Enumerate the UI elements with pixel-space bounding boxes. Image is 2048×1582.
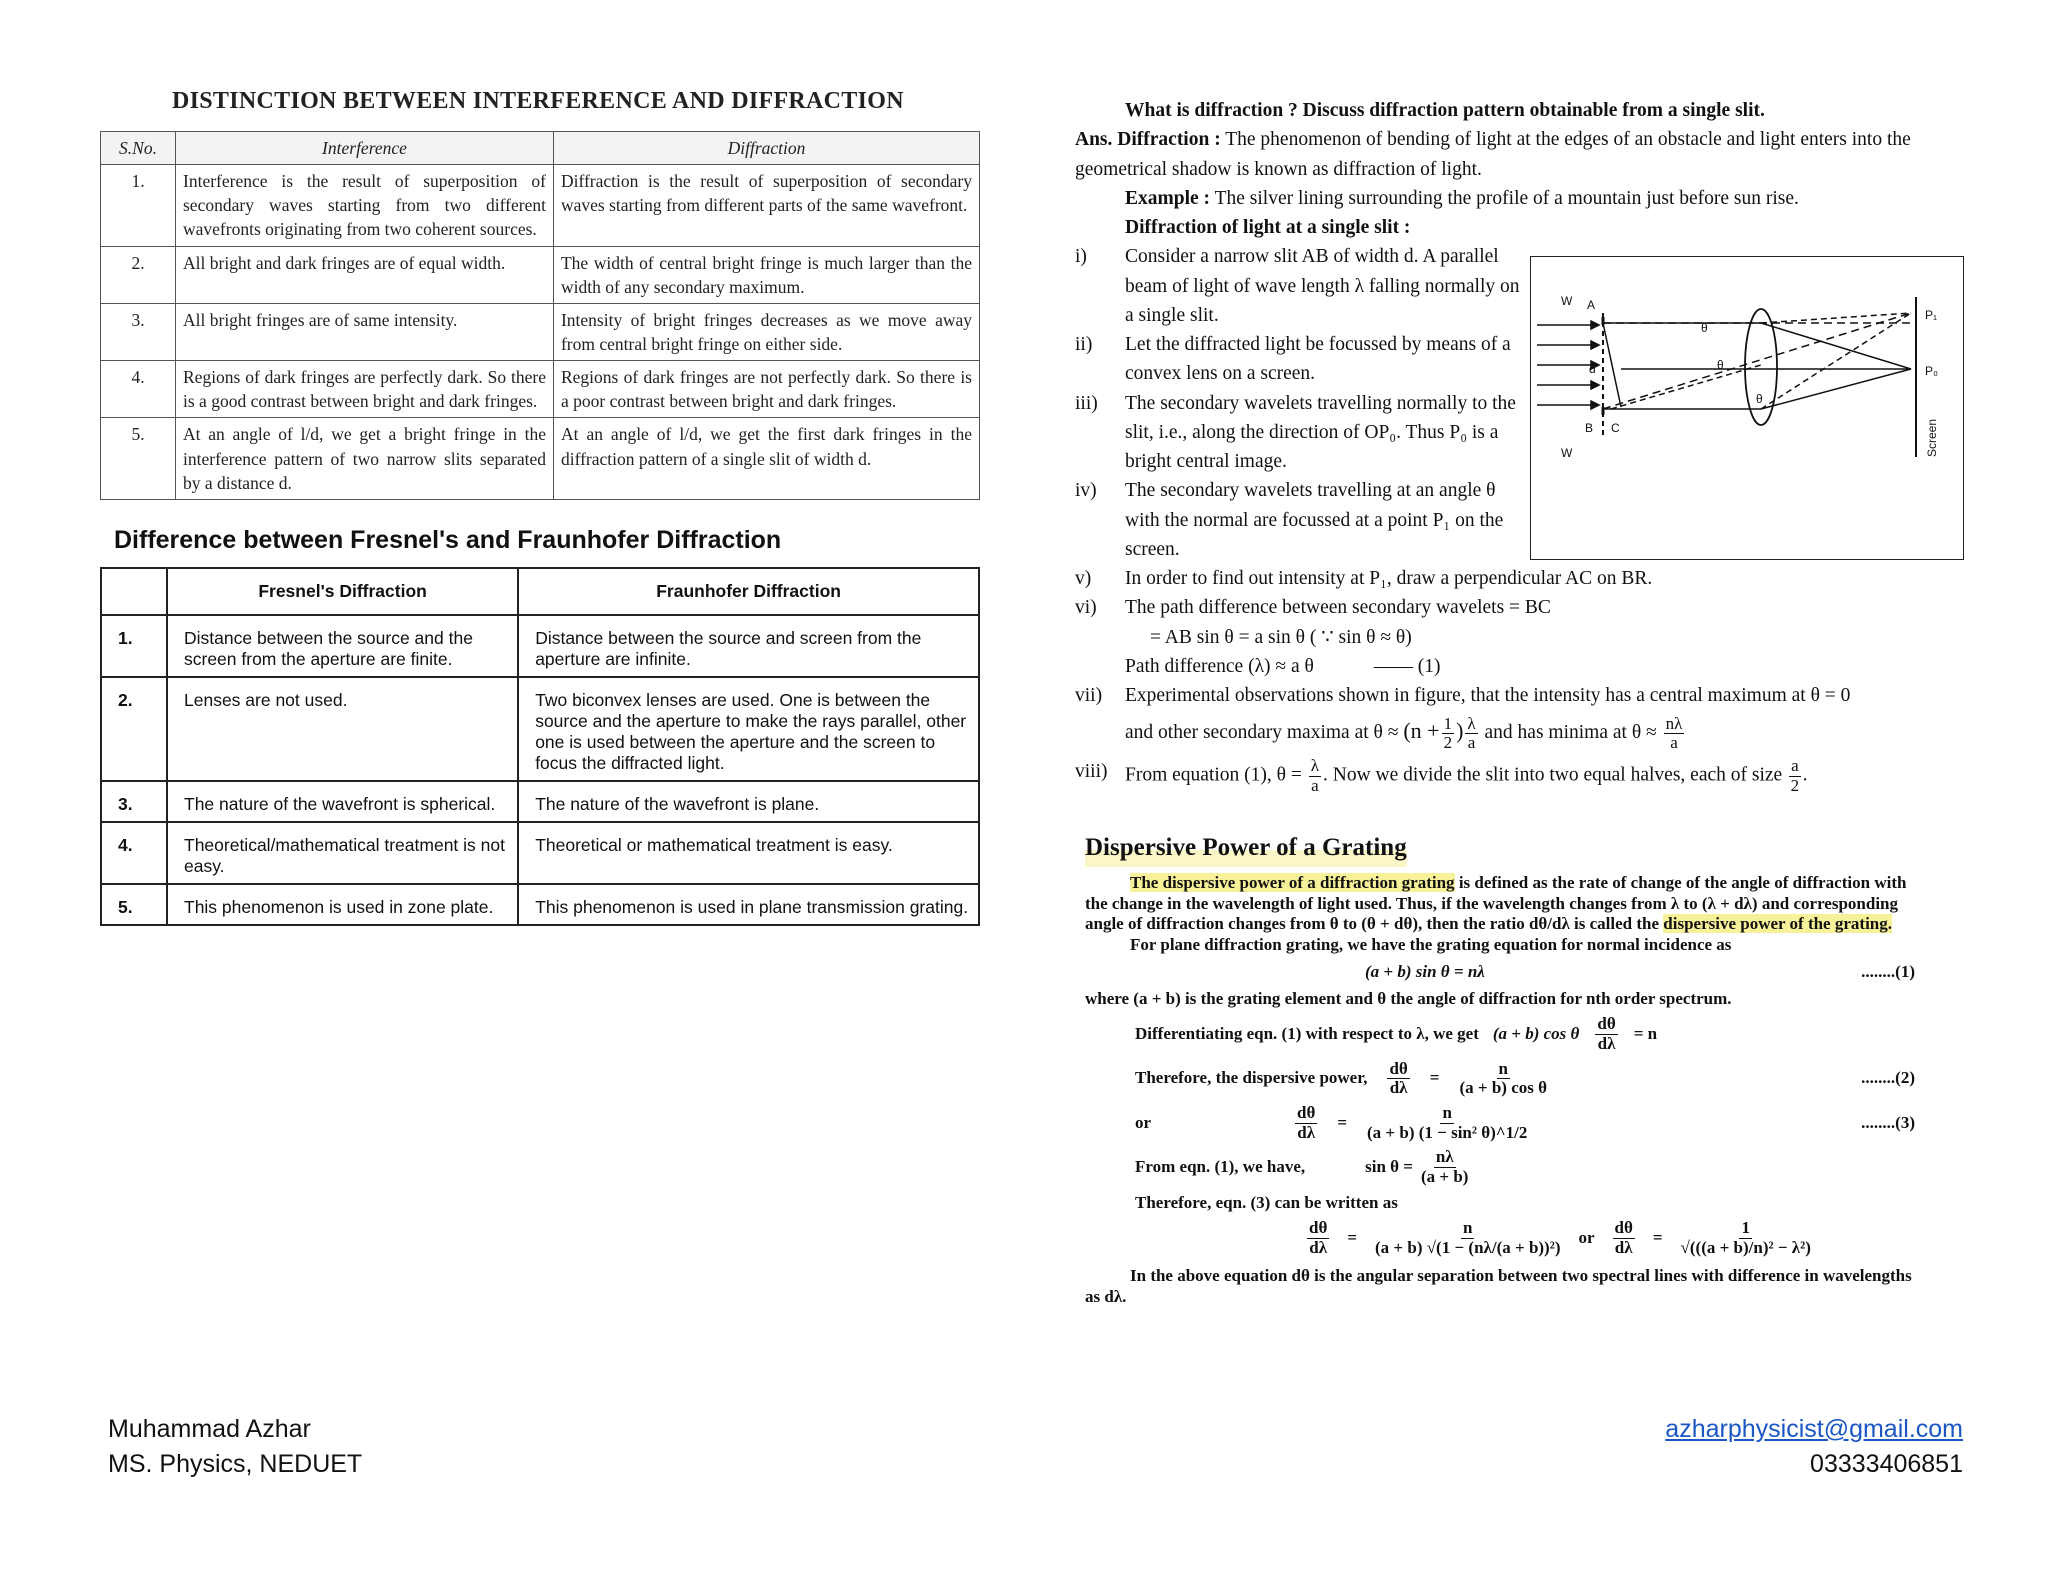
item-text [1125,757,1975,795]
question: What is diffraction ? Discuss diffraction pattern obtainable from a single slit. [1125,100,1765,121]
grating-where: where (a + b) is the grating element and θ the angle of diffraction for nth order spectrum. [1085,988,1732,1008]
numerator: n [1498,1058,1508,1078]
label-d: d [1589,362,1596,376]
sin-theta-label: sin θ = [1365,1157,1413,1177]
paren-close: ) [1456,718,1464,744]
interference-cell: All bright and dark fringes are of equal width. [176,246,554,303]
diffraction-cell: At an angle of l/d, we get the first dark fringes in the diffraction pattern of a single slit of width d. [553,418,979,499]
equation-2: Therefore, the dispersive power, $\frac{d\theta}{d\lambda}$ = $\frac{n}{\text{(a + b) cos θ}}$ [1135,1058,1547,1098]
table1-header-sno: S.No. [101,132,176,165]
fraunhofer-cell: Theoretical or mathematical treatment is easy. [518,822,979,884]
numerator: a [1791,755,1799,775]
fraction-final-2 [1681,1219,1811,1257]
viii-text-1: From equation (1), θ = [1125,764,1302,786]
fraction-final-1 [1375,1219,1560,1257]
denominator: (a + b) cos θ [1459,1078,1547,1098]
table-row [101,165,980,246]
numerator: n [1442,1103,1452,1122]
denominator: (a + b) (1 − sin² θ)^1/2 [1367,1122,1528,1142]
fraction-dtheta-dlambda [1295,1104,1317,1142]
item-text: Consider a narrow slit AB of width d. A parallel beam of light of wave length λ falling normally on a single slit. [1125,246,1520,326]
equation-1: (a + b) sin θ = nλ [1365,961,1485,981]
equation-number: ........(2) [1861,1068,1915,1088]
table-row [101,822,979,884]
item-marker: vii) [1075,685,1103,706]
fresnel-cell: Distance between the source and the screen from the aperture are finite. [167,615,518,677]
single-slit-diagram [1530,256,1964,560]
denominator: √(((a + b)/n)² − λ²) [1680,1238,1811,1258]
denominator: dλ [1389,1078,1408,1098]
highlight-text: The dispersive power of a diffraction grating [1130,872,1455,892]
paren-open: (n + [1403,718,1440,744]
dispersive-power-text: Therefore, the dispersive power, [1135,1068,1368,1088]
fresnel-cell: Theoretical/mathematical treatment is not easy. [167,822,518,884]
denominator: dλ [1614,1238,1633,1258]
item-text: In order to find out intensity at P₁, draw a perpendicular AC on BR. [1125,568,1653,589]
grating-definition [1085,873,1915,935]
table-row [101,418,980,499]
denominator: (a + b) √(1 − (nλ/(a + b))²) [1375,1238,1561,1258]
equation-path-difference [1075,652,1975,681]
table-row [101,781,979,822]
numerator: n [1463,1218,1473,1238]
equals-n: = n [1633,1024,1658,1044]
fraunhofer-cell: The nature of the wavefront is plane. [518,781,979,822]
path-difference-text: Path difference (λ) ≈ a θ [1125,655,1314,677]
fraction-a-2 [1789,757,1801,795]
final-equations-row: $\frac{d\theta}{d\lambda}$ = $\frac{n}{\text{(a + b) √(1 − (nλ/(a + b))²)}}$ or $\frac{d\theta}{d\lambda}$ = $\frac{1}{\text{√(((a + b)/n)² − λ²)}}$ [1309,1218,1811,1258]
item-marker: vi) [1075,597,1097,619]
diffraction-cell: The width of central bright fringe is much larger than the width of any secondary maximum. [553,246,979,303]
example-label: Example : [1125,187,1211,209]
table-row [101,246,980,303]
denominator: dλ [1597,1033,1616,1053]
denominator: a [1311,775,1319,795]
answer-text: The phenomenon of bending of light at the edges of an obstacle and light enters into the geometrical shadow is known as diffraction of light. [1075,129,1911,180]
footer-right [1665,1412,1963,1482]
numerator: dθ [1614,1218,1633,1238]
definition-text: is defined as the rate of change of the angle of diffraction with the change in the wavelength of light used. Thus, if the wavelength changes from λ to (λ + dλ) and corresponding angle of diffraction changes from θ to (θ + dθ), then the ratio dθ/dλ is called the [1085,872,1907,934]
differentiating-text: Differentiating eqn. (1) with respect to λ, we get [1135,1024,1479,1044]
minima-text: and has minima at θ ≈ [1484,722,1657,744]
numerator: 1 [1741,1218,1750,1238]
diffraction-cell: Regions of dark fringes are not perfectly dark. So there is a poor contrast between bright and dark fringes. [553,361,979,418]
numerator: dθ [1597,1014,1616,1034]
numerator: dθ [1389,1058,1408,1078]
differentiating-row [1085,1015,1915,1053]
fraction-dtheta-dlambda [1387,1060,1409,1098]
label-c: C [1611,421,1620,435]
fresnel-cell: This phenomenon is used in zone plate. [167,884,518,925]
denominator: 2 [1790,775,1800,795]
fraction-lambda-a [1465,715,1477,753]
period: . [1802,764,1808,786]
numerator: dθ [1297,1103,1316,1122]
footer-left [108,1412,362,1482]
maxima-text: and other secondary maxima at θ ≈ [1125,722,1399,744]
left-column [100,88,980,926]
label-w-bottom: W [1561,446,1573,460]
table2-header-blank [101,568,167,615]
list-item [1075,564,1975,593]
table2-title: Difference between Fresnel's and Fraunhofer Diffraction [114,525,782,554]
equation-number: —— (1) [1373,655,1441,677]
denominator: a [1670,733,1678,753]
fraction-dtheta-dlambda [1595,1015,1617,1053]
numerator: nλ [1435,1147,1454,1167]
fraction-nlambda-ab [1421,1148,1468,1186]
item-marker: viii) [1075,760,1108,782]
item-marker: ii) [1075,334,1093,355]
fraction-dtheta-dlambda [1307,1219,1329,1257]
fraction-n-sqrt [1367,1104,1527,1142]
viii-text-2: . Now we divide the slit into two equal halves, each of size [1322,764,1783,786]
cos-term: (a + b) cos θ [1492,1024,1580,1044]
right-column [1075,96,1975,1307]
item-marker: iv) [1075,480,1097,502]
table1-header-interference: Interference [176,132,554,165]
label-screen: Screen [1925,418,1939,457]
item-text: The secondary wavelets travelling normally to the slit, i.e., along the direction of OP₀. Thus P₀ is a bright central image. [1125,392,1516,472]
equation-3: or $\frac{d\theta}{d\lambda}$ = $\frac{n}{\text{(a + b) (1 − sin² θ)\textasciicircum{}1/2}}$ [1135,1103,1528,1142]
row-number: 3. [101,303,176,360]
denominator: (a + b) [1421,1167,1469,1187]
fraunhofer-cell: Distance between the source and screen from the aperture are infinite. [518,615,979,677]
fraction-nlambda-a [1664,715,1685,753]
equation-number: ........(3) [1861,1112,1915,1132]
sin-theta-eq [1365,1148,1470,1186]
item-text: The secondary wavelets travelling at an angle θ with the normal are focussed at a point P₁ on the screen. [1125,480,1504,560]
item-text: Experimental observations shown in figure, that the intensity has a central maximum at θ = 0 [1125,685,1851,706]
author-degree: MS. Physics, NEDUET [108,1450,363,1478]
maxima-minima-line [1075,714,1975,753]
equation-number: ........(1) [1861,961,1915,981]
row-number: 5. [101,884,167,925]
diffraction-cell: Diffraction is the result of superposition of secondary waves starting from different parts of the same wavefront. [553,165,979,246]
equation-3-row [1085,1104,1915,1142]
list-item [1075,593,1975,622]
table2-header-fraunhofer: Fraunhofer Diffraction [518,568,979,615]
fraction-dtheta-dlambda [1613,1219,1635,1257]
fraction-half [1442,715,1455,753]
table1-title: DISTINCTION BETWEEN INTERFERENCE AND DIFFRACTION [172,88,904,114]
interference-cell: Interference is the result of superposition of secondary waves starting from two different wavefronts originating from two coherent sources. [176,165,554,246]
denominator: dλ [1297,1122,1316,1142]
interference-cell: All bright fringes are of same intensity. [176,303,554,360]
denominator: 2 [1443,733,1453,753]
or-text: or [1135,1112,1152,1132]
example [1075,184,1975,213]
phone-number: 03333406851 [1810,1450,1963,1478]
list-item [1075,757,1975,795]
highlight-text: dispersive power of the grating. [1663,914,1892,934]
numerator: nλ [1665,713,1683,733]
label-w-top: W [1561,294,1573,308]
table1-header-diffraction: Diffraction [553,132,979,165]
or-text: or [1578,1228,1595,1248]
equation-1-row [1085,962,1915,983]
row-number: 2. [101,246,176,303]
fraction-n-cos [1459,1060,1547,1098]
convex-lens [1745,309,1777,425]
example-text: The silver lining surrounding the profile of a mountain just before sun rise. [1214,187,1799,209]
numerator: λ [1467,713,1476,733]
single-slit-subheading: Diffraction of light at a single slit : [1125,217,1411,238]
answer-label: Ans. Diffraction : [1075,129,1221,151]
label-p0: P₀ [1925,364,1938,378]
fresnel-cell: Lenses are not used. [167,677,518,781]
item-marker: iii) [1075,392,1098,414]
denominator: dλ [1309,1238,1328,1258]
item-text: Let the diffracted light be focussed by means of a convex lens on a screen. [1125,334,1511,385]
email-link[interactable]: azharphysicist@gmail.com [1665,1415,1963,1443]
row-number: 2. [101,677,167,781]
interference-diffraction-table [100,131,980,500]
fraunhofer-cell: This phenomenon is used in plane transmission grating. [518,884,979,925]
row-number: 1. [101,615,167,677]
answer [1075,125,1975,184]
grating-title: Dispersive Power of a Grating [1085,829,1407,867]
list-item [1075,681,1975,710]
grating-equation-intro: For plane diffraction grating, we have the grating equation for normal incidence as [1130,935,1732,955]
table-row [101,884,979,925]
fraunhofer-cell: Two biconvex lenses are used. One is between the source and the aperture to make the rays parallel, other one is used between the aperture and the screen to focus the diffracted light. [518,677,979,781]
row-number: 4. [101,822,167,884]
table-row [101,361,980,418]
equation-2-row [1085,1060,1915,1098]
table-row [101,615,979,677]
diffraction-cell: Intensity of bright fringes decreases as we move away from central bright fringe on either side. [553,303,979,360]
rewritten-intro: Therefore, eqn. (3) can be written as [1135,1192,1398,1212]
interference-cell: At an angle of l/d, we get a bright fringe in the interference pattern of two narrow slits separated by a distance d. [176,418,554,499]
row-number: 3. [101,781,167,822]
label-theta-3: θ [1756,392,1763,406]
numerator: λ [1310,755,1319,775]
angular-separation-note: In the above equation dθ is the angular separation between two spectral lines with difference in wavelengths as dλ. [1085,1265,1912,1306]
numerator: 1 [1443,713,1453,733]
item-marker: i) [1075,246,1087,268]
interference-cell: Regions of dark fringes are perfectly dark. So there is a good contrast between bright and dark fringes. [176,361,554,418]
fraction-lambda-a [1309,757,1321,795]
equation-ab-sin: = AB sin θ = a sin θ ( ∵ sin θ ≈ θ) [1150,626,1412,648]
table-row [101,677,979,781]
sin-theta-row [1085,1148,1915,1186]
denominator: a [1467,733,1476,753]
table2-header-fresnel: Fresnel's Diffraction [167,568,518,615]
label-a: A [1587,298,1596,312]
fresnel-fraunhofer-table [100,567,980,926]
from-eqn-text: From eqn. (1), we have, [1135,1157,1306,1177]
numerator: dθ [1309,1218,1328,1238]
label-theta-2: θ [1717,358,1724,372]
fresnel-cell: The nature of the wavefront is spherical. [167,781,518,822]
row-number: 5. [101,418,176,499]
grating-section [1075,873,1915,1307]
item-text: The path difference between secondary wavelets = BC [1125,597,1551,619]
label-b: B [1585,421,1594,435]
row-number: 1. [101,165,176,246]
row-number: 4. [101,361,176,418]
slit-diagram-svg [1531,257,1963,559]
author-name: Muhammad Azhar [108,1415,311,1443]
table-row [101,303,980,360]
item-marker: v) [1075,568,1092,589]
label-p1: P₁ [1925,308,1938,322]
label-theta-1: θ [1701,321,1708,335]
